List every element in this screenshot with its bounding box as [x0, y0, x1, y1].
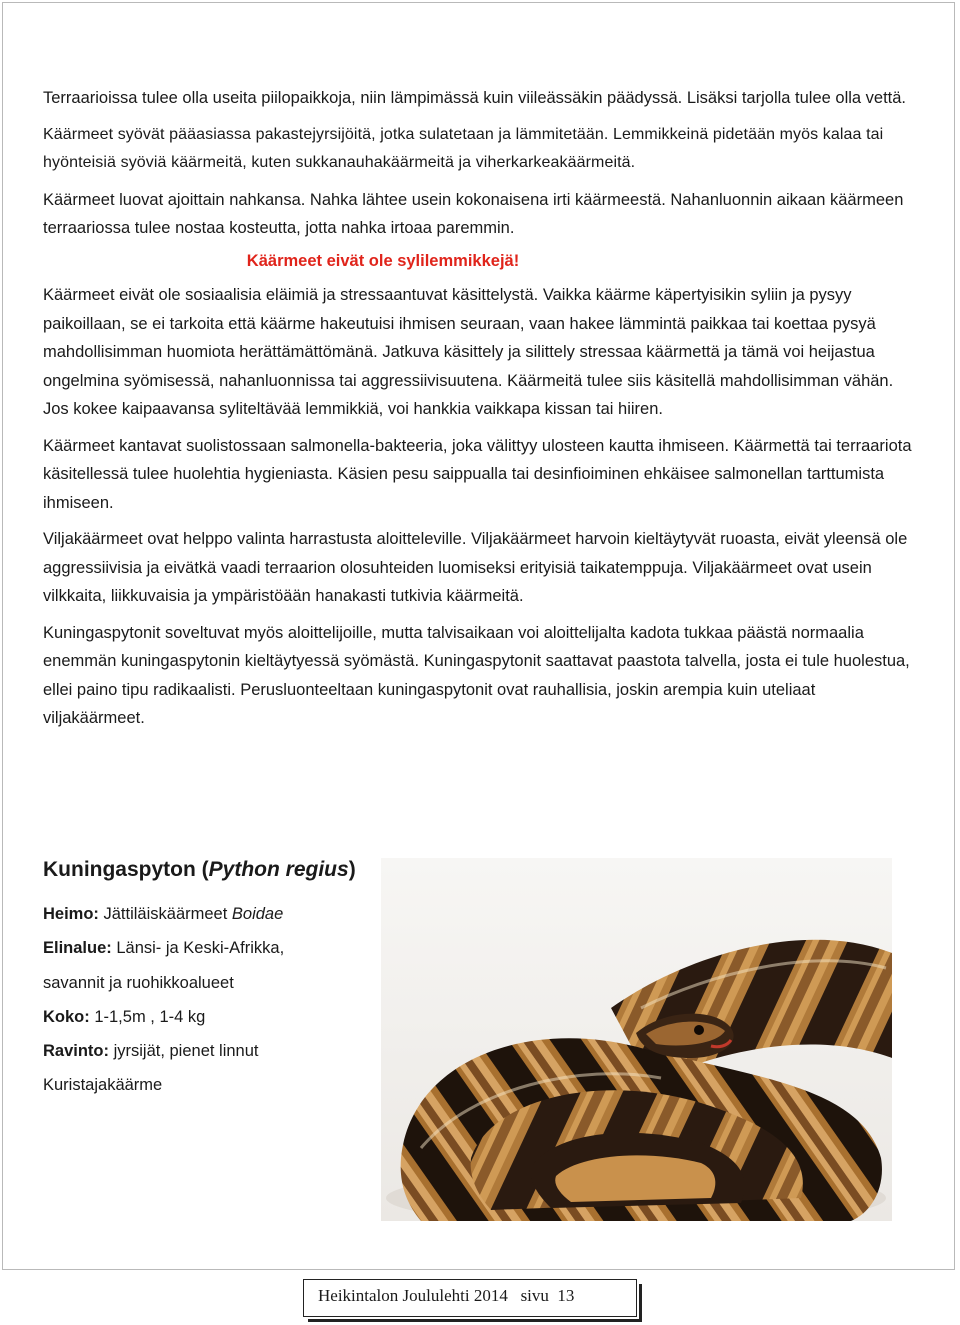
fact-type: Kuristajakäärme — [43, 1076, 163, 1095]
fact-diet: Ravinto: jyrsijät, pienet linnut — [43, 1042, 259, 1061]
warning-heading: Käärmeet eivät ole sylilemmikkejä! — [246, 251, 520, 270]
snake-illustration — [381, 858, 892, 1221]
paragraph-food: Käärmeet syövät pääasiassa pakastejyrsijöitä, jotka sulatetaan ja lämmitetään. Lemmikkeinä pidetään myös kalaa tai hyönteisiä syöviä käärmeitä, kuten sukkanauhakäärmeitä ja viherkarkeakäärmeitä. — [43, 125, 884, 171]
species-facts — [43, 897, 373, 1103]
ball-python-photo — [381, 858, 892, 1221]
fact-habitat: savannit ja ruohikkoalueet — [43, 973, 234, 992]
paragraph-corn-snakes: Viljakäärmeet ovat helppo valinta harrastusta aloitteleville. Viljakäärmeet harvoin kieltäytyvät ruoasta, eivät yleensä ole aggressiivisia ja eivätkä vaadi terraarion olosuhteiden luomiseksi erityisiä taikatemppuja. Viljakäärmeet ovat usein vilkkaita, liikkuvaisia ja ympäristöään hanakasti tutkivia käärmeitä. — [43, 530, 908, 605]
paragraph-shedding: Käärmeet luovat ajoittain nahkansa. Nahka lähtee usein kokonaisena irti käärmeestä. Nahanluonnin aikaan käärmeen terraariossa tulee nostaa kosteutta, jotta nahka irtoaa paremmin. — [43, 190, 904, 237]
species-title: Kuningaspyton (Python regius) — [43, 858, 356, 881]
fact-size: Koko: 1-1,5m , 1-4 kg — [43, 1007, 206, 1026]
footer-text: Heikintalon Joululehti 2014 sivu 13 — [318, 1286, 575, 1305]
paragraph-handling: Käärmeet eivät ole sosiaalisia eläimiä ja stressaantuvat käsittelystä. Vaikka käärme käpertyisikin syliin ja pysyy paikoillaan, se ei tarkoita että käärme hakeutuisi ihmisen seuraan, vaan hakee lämmintä paikkaa tai koettaa pysyä mahdollisimman huomiota herättämättömänä. Jatkuva käsittely ja silittely stressaa käärmettä ja tämä voi heijastua ongelmina syömisessä, nahanluonnissa tai aggressiivisuutena. Käärmeitä tulee siis käsitellä mahdollisimman vähän. Jos kokee kaipaavansa syliteltävää lemmikkiä, voi hankkia vaikkapa kissan tai hiiren. — [43, 286, 894, 418]
fact-family: Heimo: Jättiläiskäärmeet Boidae — [43, 905, 284, 923]
article-body — [43, 84, 913, 733]
paragraph-salmonella: Käärmeet kantavat suolistossaan salmonella-bakteeria, joka välittyy ulosteen kautta ihmiseen. Käärmettä tai terraariota käsitellessä tulee huolehtia hygieniasta. Käsien pesu saippualla tai desinfioiminen ehkäisee salmonellan tarttumista ihmiseen. — [43, 436, 912, 512]
page-footer — [303, 1279, 637, 1317]
paragraph-ball-pythons: Kuningaspytonit soveltuvat myös aloittelijoille, mutta talvisaikaan voi aloittelijalta kadota tukkaa päästä normaalia enemmän kuningaspytonin kieltäytyessä syömästä. Kuningaspytonit saattavat paastota talvella, josta ei tule huolestua, ellei paino tipu radikaalisti. Perusluonteeltaan kuningaspytonit ovat rauhallisia, joskin arempia kuin uteliaat viljakäärmeet. — [43, 623, 910, 727]
species-fact-box — [43, 855, 373, 1103]
fact-range: Elinalue: Länsi- ja Keski-Afrikka, — [43, 939, 285, 958]
paragraph-hiding-places: Terraarioissa tulee olla useita piilopaikkoja, niin lämpimässä kuin viileässäkin päädyssä. Lisäksi tarjolla tulee olla vettä. — [43, 89, 907, 107]
